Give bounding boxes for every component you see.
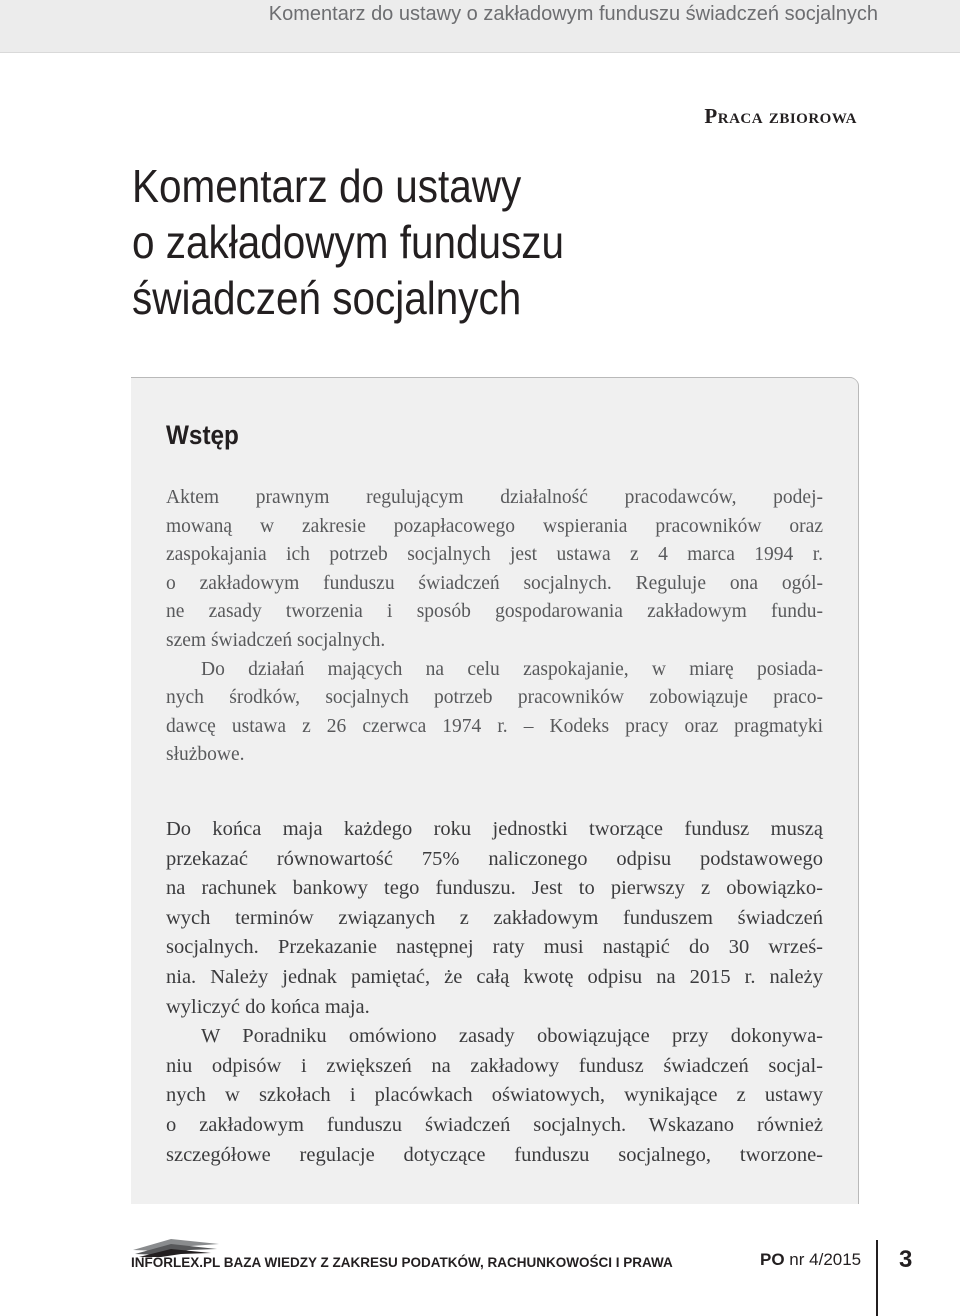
footer-issue [760, 1250, 861, 1270]
page-number: 3 [899, 1246, 913, 1273]
text-line: o zakładowym funduszu świadczeń socjalnych. Wskazano również [166, 1113, 823, 1136]
text-line: wych terminów związanych z zakładowym funduszem świadczeń [166, 906, 823, 929]
text-line: dawcę ustawa z 26 czerwca 1974 r. – Kodeks pracy oraz pragmatyki [166, 715, 823, 737]
section-heading: Wstęp [166, 420, 239, 450]
text-line: nia. Należy jednak pamiętać, że całą kwotę odpisu na 2015 r. należy [166, 965, 823, 988]
text-line: wyliczyć do końca maja. [166, 995, 370, 1018]
book-title-line: Komentarz do ustawy [132, 160, 522, 212]
book-title [132, 158, 695, 326]
book-title-line: świadczeń socjalnych [132, 272, 522, 324]
text-line: Do końca maja każdego roku jednostki tworzące fundusz muszą [166, 818, 823, 840]
text-line: W Poradniku omówiono zasady obowiązujące przy dokonywa- [201, 1025, 823, 1048]
text-line: Aktem prawnym regulującym działalność pracodawców, podej- [166, 487, 823, 508]
text-line: służbowe. [166, 744, 245, 766]
text-line: nych w szkołach i placówkach oświatowych, wynikające z ustawy [166, 1084, 823, 1107]
text-line: o zakładowym funduszu świadczeń socjalnych. Reguluje ona ogól- [166, 572, 823, 594]
text-line: szczegółowe regulacje dotyczące funduszu socjalnego, tworzone- [166, 1143, 823, 1166]
text-line: szem świadczeń socjalnych. [166, 629, 386, 651]
issue-number: nr 4/2015 [789, 1250, 862, 1269]
issue-prefix: PO [760, 1250, 785, 1269]
footer-brand: INFORLEX.PL [131, 1255, 221, 1270]
text-line: niu odpisów i zwiększeń na zakładowy fundusz świadczeń socjal- [166, 1054, 823, 1077]
text-line: przekazać równowartość 75% naliczonego odpisu podstawowego [166, 847, 823, 870]
running-head-bar [0, 0, 960, 53]
author-label: Praca zbiorowa [704, 104, 857, 128]
text-line: nych środków, socjalnych potrzeb pracowników zobowiązuje praco- [166, 687, 823, 709]
text-line: socjalnych. Przekazanie następnej raty musi nastąpić do 30 wrześ- [166, 936, 823, 959]
running-head-text: Komentarz do ustawy o zakładowym funduszu świadczeń socjalnych [268, 3, 878, 25]
footer-tagline [131, 1255, 673, 1270]
text-line: Do działań mających na celu zaspokajanie, w miarę posiada- [201, 658, 823, 680]
footer-divider [876, 1240, 878, 1316]
text-line: na rachunek bankowy tego funduszu. Jest to pierwszy z obowiązko- [166, 877, 823, 900]
text-line: mowaną w zakresie pozapłacowego wspierania pracowników oraz [166, 515, 823, 537]
text-line: ne zasady tworzenia i sposób gospodarowania zakładowym fundu- [166, 601, 823, 623]
text-line: zaspokajania ich potrzeb socjalnych jest ustawa z 4 marca 1994 r. [166, 544, 823, 566]
footer-tagline-text: BAZA WIEDZY Z ZAKRESU PODATKÓW, RACHUNKOWOŚCI I PRAWA [223, 1255, 673, 1270]
paragraph-deadlines [166, 815, 823, 1170]
content-box [131, 378, 858, 1204]
paragraph-intro [166, 484, 823, 770]
book-title-line: o zakładowym funduszu [132, 216, 565, 268]
